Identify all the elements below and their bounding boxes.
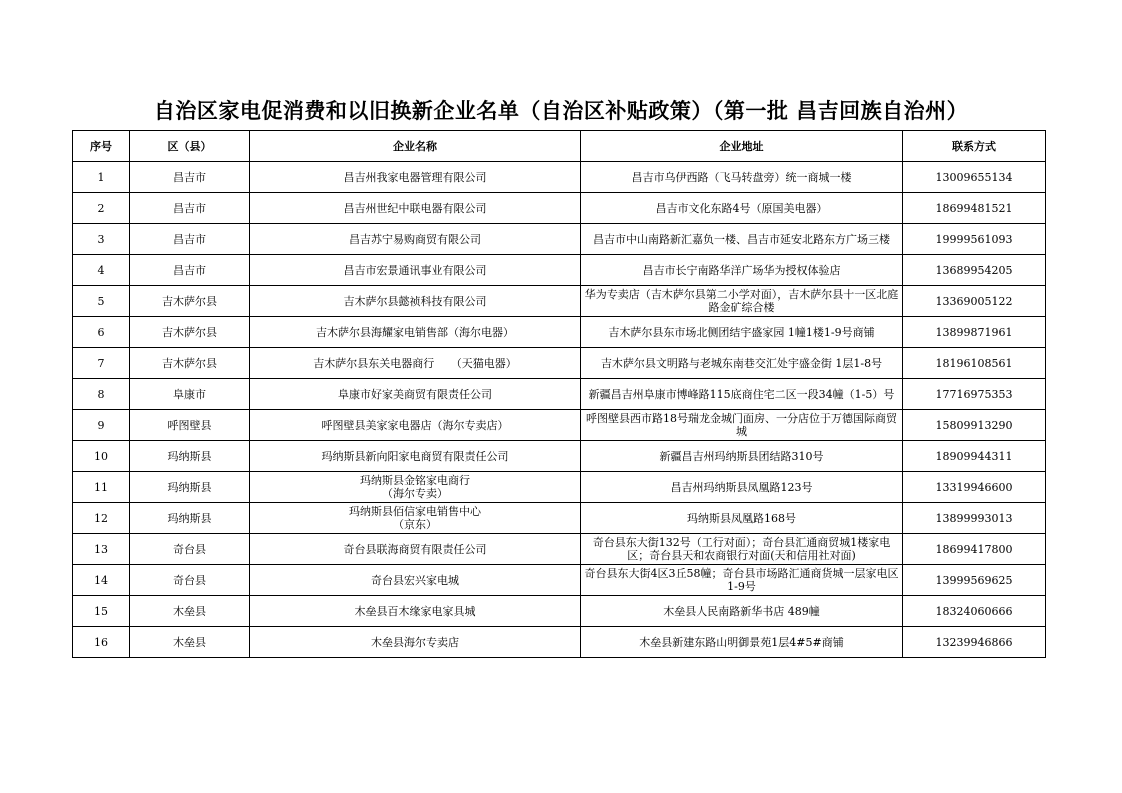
cell-phone: 18699417800 — [903, 534, 1046, 565]
cell-no: 4 — [73, 255, 130, 286]
cell-address: 吉木萨尔县文明路与老城东南巷交汇处宇盛金街 1层1-8号 — [581, 348, 903, 379]
table-row — [73, 193, 1046, 224]
table-row — [73, 472, 1046, 503]
company-name: 吉木萨尔县海耀家电销售部（海尔电器） — [316, 325, 514, 339]
table-row — [73, 224, 1046, 255]
cell-address: 木垒县新建东路山明御景苑1层4#5#商铺 — [581, 627, 903, 658]
cell-address: 新疆昌吉州玛纳斯县团结路310号 — [581, 441, 903, 472]
cell-company — [250, 286, 581, 317]
header-no: 序号 — [73, 131, 130, 162]
table-row — [73, 627, 1046, 658]
cell-district: 昌吉市 — [130, 224, 250, 255]
cell-address: 奇台县东大街132号（工行对面）；奇台县汇通商贸城1楼家电区；奇台县天和农商银行对面(天和信用社对面) — [581, 534, 903, 565]
header-district: 区（县） — [130, 131, 250, 162]
company-name: 奇台县宏兴家电城 — [371, 573, 459, 587]
cell-company — [250, 472, 581, 503]
company-name: 昌吉苏宁易购商贸有限公司 — [349, 232, 481, 246]
cell-company — [250, 255, 581, 286]
cell-district: 呼图壁县 — [130, 410, 250, 441]
cell-no: 2 — [73, 193, 130, 224]
company-name: 昌吉市宏景通讯事业有限公司 — [343, 263, 487, 277]
cell-no: 1 — [73, 162, 130, 193]
company-name: 玛纳斯县金铭家电商行 — [360, 474, 470, 487]
cell-address: 新疆昌吉州阜康市博峰路115底商住宅二区一段34幢（1-5）号 — [581, 379, 903, 410]
cell-company — [250, 565, 581, 596]
company-name: 昌吉州我家电器管理有限公司 — [343, 170, 487, 184]
cell-district: 昌吉市 — [130, 162, 250, 193]
cell-district: 阜康市 — [130, 379, 250, 410]
table-row — [73, 410, 1046, 441]
company-name: 阜康市好家美商贸有限责任公司 — [338, 387, 492, 401]
cell-phone: 18196108561 — [903, 348, 1046, 379]
cell-address: 奇台县东大街4区3丘58幢；奇台县市场路汇通商货城一层家电区1-9号 — [581, 565, 903, 596]
company-name: 呼图壁县美家家电器店（海尔专卖店） — [321, 418, 509, 432]
cell-address: 玛纳斯县凤凰路168号 — [581, 503, 903, 534]
cell-phone: 17716975353 — [903, 379, 1046, 410]
cell-company — [250, 441, 581, 472]
cell-phone: 18699481521 — [903, 193, 1046, 224]
table-row — [73, 534, 1046, 565]
company-name: 木垒县海尔专卖店 — [371, 635, 459, 649]
cell-district: 奇台县 — [130, 565, 250, 596]
cell-no: 14 — [73, 565, 130, 596]
cell-no: 13 — [73, 534, 130, 565]
cell-phone: 13999569625 — [903, 565, 1046, 596]
cell-company — [250, 193, 581, 224]
table-row — [73, 317, 1046, 348]
cell-phone: 13899993013 — [903, 503, 1046, 534]
cell-district: 玛纳斯县 — [130, 503, 250, 534]
cell-phone: 13319946600 — [903, 472, 1046, 503]
cell-address: 吉木萨尔县东市场北侧团结宇盛家园 1幢1楼1-9号商铺 — [581, 317, 903, 348]
cell-address: 昌吉市长宁南路华洋广场华为授权体验店 — [581, 255, 903, 286]
cell-company — [250, 317, 581, 348]
cell-phone: 18909944311 — [903, 441, 1046, 472]
cell-no: 16 — [73, 627, 130, 658]
table-row — [73, 162, 1046, 193]
company-name: 木垒县百木缘家电家具城 — [354, 604, 476, 618]
cell-address: 昌吉市文化东路4号（原国美电器） — [581, 193, 903, 224]
cell-address: 昌吉州玛纳斯县凤凰路123号 — [581, 472, 903, 503]
company-note: （京东） — [393, 518, 437, 531]
table-row — [73, 348, 1046, 379]
table-header-row — [73, 131, 1046, 162]
cell-phone: 15809913290 — [903, 410, 1046, 441]
cell-company — [250, 162, 581, 193]
cell-phone: 18324060666 — [903, 596, 1046, 627]
cell-no: 11 — [73, 472, 130, 503]
cell-district: 木垒县 — [130, 627, 250, 658]
header-address: 企业地址 — [581, 131, 903, 162]
cell-address: 昌吉市中山南路新汇嘉负一楼、昌吉市延安北路东方广场三楼 — [581, 224, 903, 255]
table-row — [73, 255, 1046, 286]
company-name: 吉木萨尔县懿祯科技有限公司 — [343, 294, 487, 308]
cell-district: 玛纳斯县 — [130, 472, 250, 503]
table-row — [73, 565, 1046, 596]
cell-no: 6 — [73, 317, 130, 348]
cell-company — [250, 348, 581, 379]
cell-company — [250, 503, 581, 534]
cell-phone: 13009655134 — [903, 162, 1046, 193]
cell-address: 呼图壁县西市路18号瑞龙金城门面房、一分店位于万德国际商贸城 — [581, 410, 903, 441]
cell-company — [250, 224, 581, 255]
company-note: （海尔专卖） — [382, 487, 448, 500]
cell-district: 吉木萨尔县 — [130, 348, 250, 379]
cell-no: 12 — [73, 503, 130, 534]
company-name: 奇台县联海商贸有限责任公司 — [343, 542, 487, 556]
cell-address: 木垒县人民南路新华书店 489幢 — [581, 596, 903, 627]
enterprise-table — [72, 130, 1046, 658]
table-row — [73, 596, 1046, 627]
header-phone: 联系方式 — [903, 131, 1046, 162]
cell-phone: 13689954205 — [903, 255, 1046, 286]
cell-district: 木垒县 — [130, 596, 250, 627]
cell-phone: 19999561093 — [903, 224, 1046, 255]
cell-address: 华为专卖店（吉木萨尔县第二小学对面），吉木萨尔县十一区北庭路金矿综合楼 — [581, 286, 903, 317]
cell-district: 奇台县 — [130, 534, 250, 565]
cell-phone: 13899871961 — [903, 317, 1046, 348]
header-company: 企业名称 — [250, 131, 581, 162]
cell-company — [250, 534, 581, 565]
cell-no: 8 — [73, 379, 130, 410]
company-name: 玛纳斯县新向阳家电商贸有限责任公司 — [321, 449, 509, 463]
table-row — [73, 441, 1046, 472]
cell-no: 10 — [73, 441, 130, 472]
cell-no: 5 — [73, 286, 130, 317]
cell-district: 吉木萨尔县 — [130, 317, 250, 348]
cell-address: 昌吉市乌伊西路（飞马转盘旁）统一商城一楼 — [581, 162, 903, 193]
company-name: 玛纳斯县佰信家电销售中心 — [349, 505, 481, 518]
cell-company — [250, 596, 581, 627]
table-row — [73, 286, 1046, 317]
cell-no: 7 — [73, 348, 130, 379]
cell-district: 昌吉市 — [130, 193, 250, 224]
cell-no: 3 — [73, 224, 130, 255]
company-name: 昌吉州世纪中联电器有限公司 — [343, 201, 487, 215]
cell-district: 吉木萨尔县 — [130, 286, 250, 317]
cell-phone: 13239946866 — [903, 627, 1046, 658]
table-row — [73, 503, 1046, 534]
company-name: 吉木萨尔县东关电器商行 （天猫电器） — [313, 356, 517, 370]
cell-phone: 13369005122 — [903, 286, 1046, 317]
cell-no: 15 — [73, 596, 130, 627]
cell-company — [250, 410, 581, 441]
cell-company — [250, 627, 581, 658]
cell-district: 玛纳斯县 — [130, 441, 250, 472]
table-row — [73, 379, 1046, 410]
cell-district: 昌吉市 — [130, 255, 250, 286]
cell-company — [250, 379, 581, 410]
page-title: 自治区家电促消费和以旧换新企业名单（自治区补贴政策）（第一批 昌吉回族自治州） — [153, 98, 969, 123]
cell-no: 9 — [73, 410, 130, 441]
